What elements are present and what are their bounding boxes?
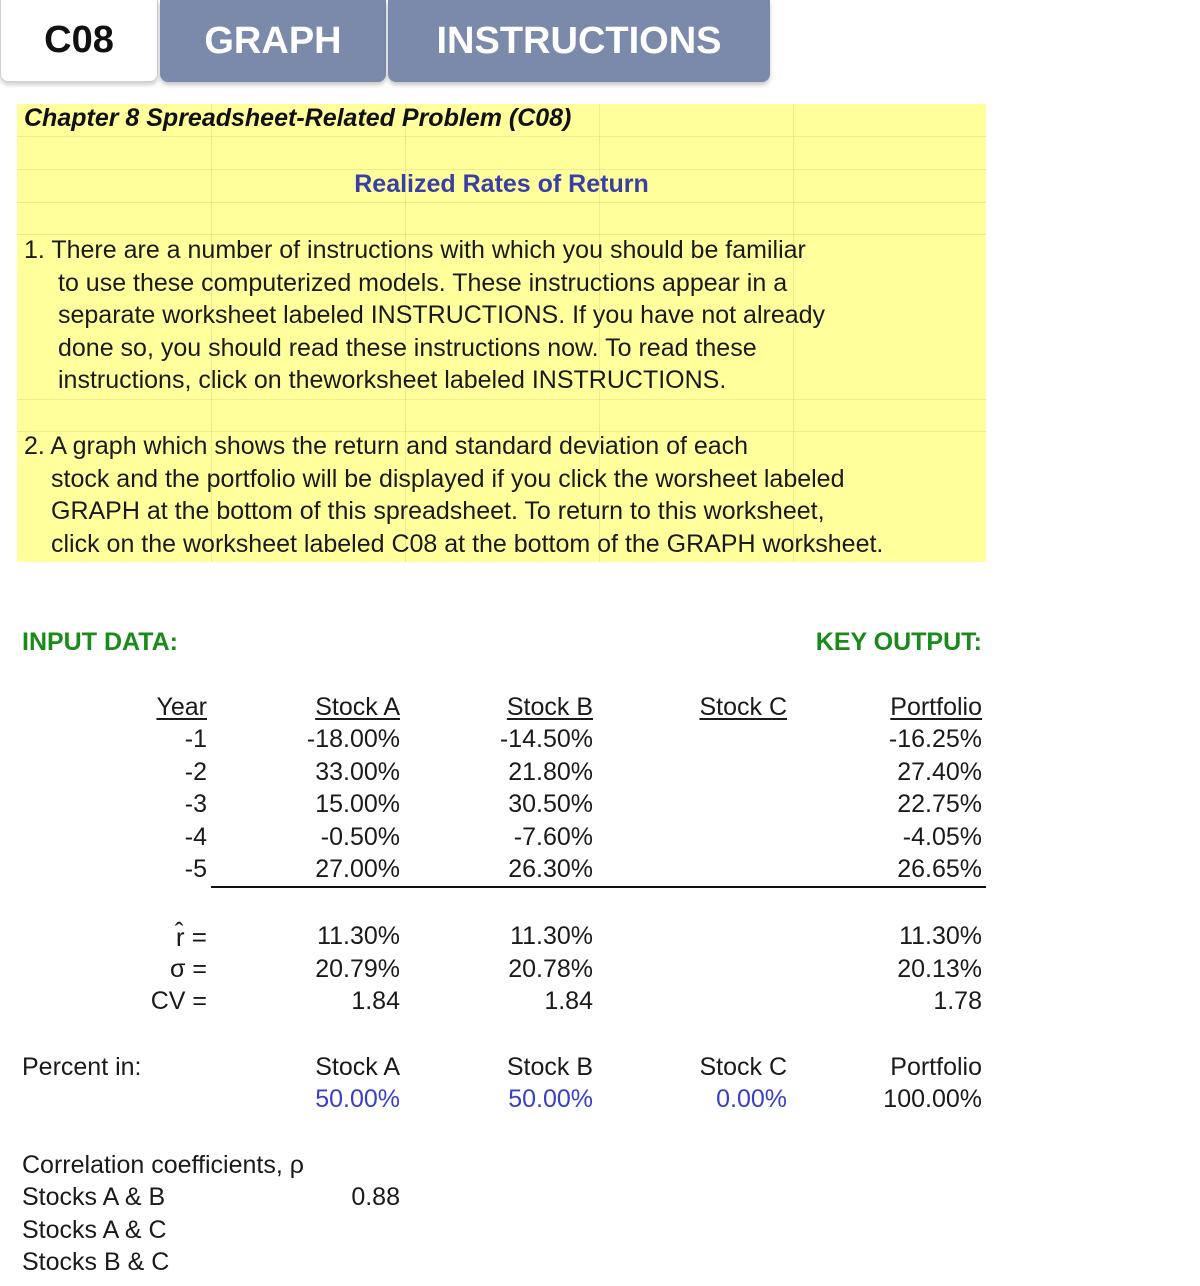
correlation-bc-label: Stocks B & C <box>22 1248 170 1276</box>
sheet-tab-bar <box>0 0 800 84</box>
page-subtitle: Realized Rates of Return <box>354 170 649 198</box>
cell-portfolio: 26.65% <box>897 855 982 883</box>
sigma-stock-b: 20.78% <box>508 955 593 983</box>
instruction-2-line-2: stock and the portfolio will be displayed if you click the worsheet labeled <box>51 464 845 493</box>
cell-portfolio: -16.25% <box>888 725 982 753</box>
cv-portfolio: 1.78 <box>933 987 982 1015</box>
instruction-1-line-2: to use these computerized models. These instructions appear in a <box>58 268 788 297</box>
cell-stock-b: 30.50% <box>508 790 593 818</box>
cell-stock-a: 33.00% <box>315 757 400 786</box>
weight-header-stock-b: Stock B <box>506 1053 593 1081</box>
sigma-label: σ = <box>170 955 207 983</box>
cell-portfolio: 27.40% <box>897 757 982 786</box>
weight-stock-c-input[interactable]: 0.00% <box>716 1085 787 1113</box>
tab-instructions[interactable]: INSTRUCTIONS <box>388 0 770 82</box>
cell-stock-a: -0.50% <box>320 822 400 851</box>
cv-stock-a: 1.84 <box>351 987 400 1015</box>
cell-year: -1 <box>184 725 207 753</box>
weight-stock-a-input[interactable]: 50.00% <box>315 1085 400 1113</box>
cell-year: -3 <box>184 790 207 818</box>
correlation-title: Correlation coefficients, ρ <box>22 1151 304 1179</box>
table-row <box>0 823 1200 856</box>
weight-header-stock-a: Stock A <box>315 1053 400 1081</box>
header-stock-c: Stock C <box>699 693 787 721</box>
header-stock-a: Stock A <box>315 693 400 721</box>
cell-stock-b: -14.50% <box>499 725 593 753</box>
rhat-stock-b: 11.30% <box>510 922 593 950</box>
table-row <box>0 758 1200 791</box>
weight-header-portfolio: Portfolio <box>890 1053 982 1081</box>
table-row <box>0 790 1200 823</box>
instruction-item-1 <box>24 234 825 397</box>
instruction-1-line-3: separate worksheet labeled INSTRUCTIONS. If you have not already <box>58 301 826 329</box>
sigma-stock-a: 20.79% <box>315 955 400 983</box>
tab-c08[interactable]: C08 <box>0 0 158 82</box>
header-portfolio: Portfolio <box>890 693 982 721</box>
rhat-label: r̂ = <box>175 922 207 952</box>
cv-label: CV = <box>150 987 207 1015</box>
input-data-label: INPUT DATA: <box>22 628 178 656</box>
weight-header-stock-c: Stock C <box>699 1053 787 1081</box>
cv-stock-b: 1.84 <box>544 987 593 1015</box>
header-stock-b: Stock B <box>506 693 593 721</box>
cell-stock-a: -18.00% <box>306 725 400 753</box>
weight-stock-b-input[interactable]: 50.00% <box>508 1085 593 1113</box>
cell-stock-b: 26.30% <box>508 855 593 883</box>
cell-year: -2 <box>184 757 207 786</box>
header-year: Year <box>156 693 207 721</box>
cell-portfolio: -4.05% <box>902 822 982 851</box>
rhat-stock-a: 11.30% <box>317 922 400 950</box>
cell-year: -5 <box>184 855 207 883</box>
table-row <box>0 855 1200 888</box>
rhat-portfolio: 11.30% <box>899 922 982 950</box>
instruction-2-line-4: click on the worksheet labeled C08 at the bottom of the GRAPH worksheet. <box>51 529 884 558</box>
instruction-item-2 <box>24 430 883 560</box>
cell-portfolio: 22.75% <box>897 790 982 818</box>
instruction-1-line-4: done so, you should read these instructions now. To read these <box>58 333 757 362</box>
instruction-2-line-3: GRAPH at the bottom of this spreadsheet. To return to this worksheet, <box>51 497 825 525</box>
tab-graph[interactable]: GRAPH <box>160 0 386 82</box>
correlation-ab-label: Stocks A & B <box>22 1183 166 1211</box>
table-row <box>0 725 1200 758</box>
chapter-title: Chapter 8 Spreadsheet-Related Problem (C08) <box>24 104 572 132</box>
percent-in-label: Percent in: <box>22 1053 142 1081</box>
table-total-rule <box>211 886 986 888</box>
returns-table-body <box>0 725 1200 888</box>
correlation-ab-value[interactable]: 0.88 <box>351 1183 400 1211</box>
cell-stock-b: -7.60% <box>513 822 593 851</box>
weight-portfolio-total: 100.00% <box>883 1085 982 1113</box>
instruction-2-line-1: 2. A graph which shows the return and standard deviation of each <box>24 432 749 460</box>
sigma-portfolio: 20.13% <box>897 955 982 983</box>
cell-stock-b: 21.80% <box>508 757 593 786</box>
cell-year: -4 <box>184 822 207 851</box>
correlation-ac-label: Stocks A & C <box>22 1216 167 1244</box>
cell-stock-a: 27.00% <box>315 855 400 883</box>
cell-stock-a: 15.00% <box>315 790 400 818</box>
key-output-label: KEY OUTPUT: <box>815 628 982 656</box>
instruction-1-line-5: instructions, click on theworksheet labeled INSTRUCTIONS. <box>58 366 727 394</box>
instruction-1-line-1: 1. There are a number of instructions with which you should be familiar <box>24 236 806 264</box>
